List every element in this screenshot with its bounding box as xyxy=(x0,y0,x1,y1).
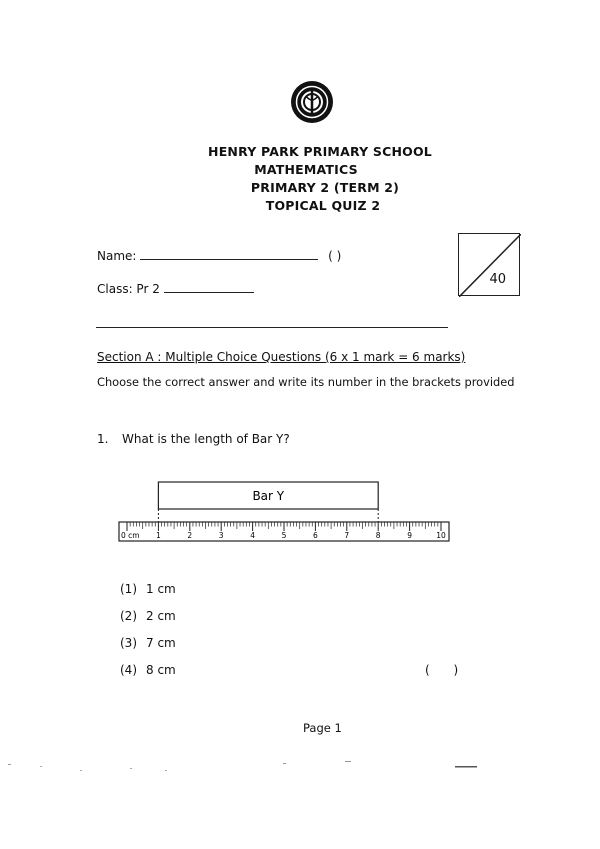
option-number: (1) xyxy=(120,582,137,596)
horizontal-divider xyxy=(96,327,448,328)
answer-bracket[interactable]: ( ) xyxy=(425,663,459,677)
ruler-tick-label: 9 xyxy=(407,531,412,540)
score-box xyxy=(458,233,520,296)
ruler-tick-label: 7 xyxy=(344,531,350,540)
quiz-title: TOPICAL QUIZ 2 xyxy=(265,198,381,213)
ruler-tick-label: 6 xyxy=(313,531,318,540)
school-crest-icon xyxy=(290,80,334,124)
option-number: (2) xyxy=(120,609,137,623)
option-number: (4) xyxy=(120,663,137,677)
ruler-tick-label: 4 xyxy=(250,531,255,540)
option-2 xyxy=(120,609,176,623)
ruler-tick-label: 1 xyxy=(156,531,161,540)
section-a-instructions: Choose the correct answer and write its number in the brackets provided xyxy=(97,375,515,389)
option-1 xyxy=(120,582,176,596)
document-title xyxy=(150,143,490,215)
level-term: PRIMARY 2 (TERM 2) xyxy=(250,180,400,195)
option-number: (3) xyxy=(120,636,137,650)
option-text: 7 cm xyxy=(146,636,176,650)
question-number: 1. xyxy=(97,432,109,446)
class-field xyxy=(97,280,254,296)
name-label: Name: xyxy=(97,249,137,263)
option-4 xyxy=(120,663,176,677)
ruler-figure xyxy=(116,478,456,552)
option-text: 1 cm xyxy=(146,582,176,596)
option-text: 2 cm xyxy=(146,609,176,623)
option-text: 8 cm xyxy=(146,663,176,677)
ruler-diagram xyxy=(116,478,456,548)
ruler-tick-label: 0 cm xyxy=(121,531,140,540)
ruler-tick-label: 2 xyxy=(187,531,193,540)
class-input-line[interactable] xyxy=(164,280,254,293)
ruler-tick-label: 10 xyxy=(436,531,446,540)
school-name: HENRY PARK PRIMARY SCHOOL xyxy=(208,144,432,159)
bar-y-label: Bar Y xyxy=(252,489,285,503)
index-number-bracket[interactable]: ( ) xyxy=(328,249,342,263)
scan-specks xyxy=(0,730,600,780)
option-3 xyxy=(120,636,176,650)
class-label: Class: Pr 2 xyxy=(97,282,160,296)
ruler-tick-label: 8 xyxy=(375,531,381,540)
section-a-heading: Section A : Multiple Choice Questions (6 x 1 mark = 6 marks) xyxy=(97,350,466,364)
question-text: What is the length of Bar Y? xyxy=(122,432,290,446)
total-marks: 40 xyxy=(489,272,506,287)
diagonal-divider xyxy=(459,234,521,297)
page-number: Page 1 xyxy=(303,721,342,735)
name-field xyxy=(97,247,341,263)
name-input-line[interactable] xyxy=(140,247,318,260)
ruler-tick-label: 3 xyxy=(218,531,224,540)
ruler-tick-label: 5 xyxy=(281,531,287,540)
subject-name: MATHEMATICS xyxy=(254,162,358,177)
